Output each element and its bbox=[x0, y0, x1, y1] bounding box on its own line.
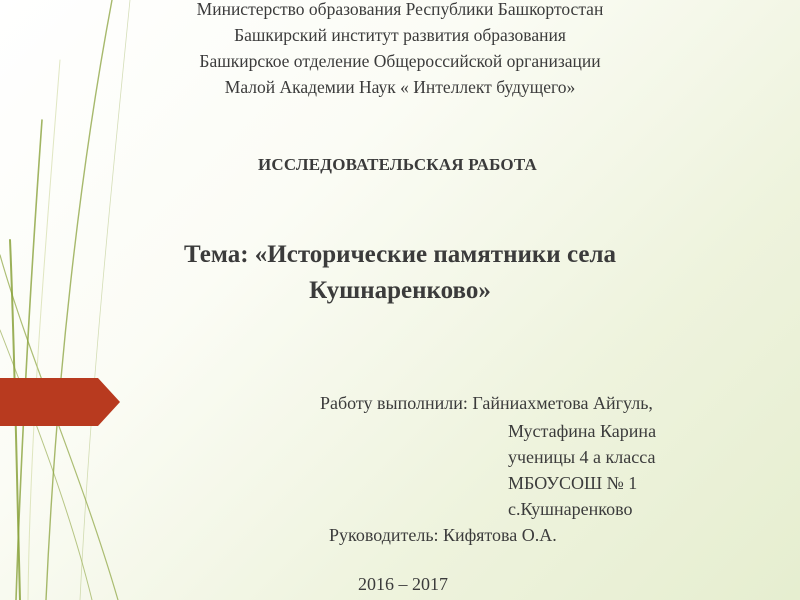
header-line: Башкирское отделение Общероссийской организации bbox=[199, 51, 601, 71]
author-line: ученицы 4 а класса bbox=[508, 447, 656, 467]
academic-years: 2016 – 2017 bbox=[358, 574, 448, 594]
topic-title bbox=[0, 237, 800, 309]
header-line: Башкирский институт развития образования bbox=[234, 25, 566, 45]
header-line: Министерство образования Республики Башкортостан bbox=[196, 0, 604, 19]
organization-header bbox=[0, 0, 800, 100]
decorative-stroke bbox=[28, 60, 60, 600]
author-line: МБОУСОШ № 1 bbox=[508, 473, 638, 493]
supervisor: Руководитель: Кифятова О.А. bbox=[329, 525, 557, 545]
authors-label: Работу выполнили: Гайниахметова Айгуль, bbox=[320, 393, 653, 413]
author-line: с.Кушнаренково bbox=[508, 499, 633, 519]
author-line: Мустафина Карина bbox=[508, 421, 657, 441]
arrow-accent bbox=[0, 378, 120, 426]
header-line: Малой Академии Наук « Интеллект будущего» bbox=[224, 77, 576, 97]
topic-line: Тема: «Исторические памятники села bbox=[184, 241, 616, 268]
topic-line: Кушнаренково» bbox=[309, 277, 491, 304]
work-type-heading: ИССЛЕДОВАТЕЛЬСКАЯ РАБОТА bbox=[257, 155, 538, 174]
